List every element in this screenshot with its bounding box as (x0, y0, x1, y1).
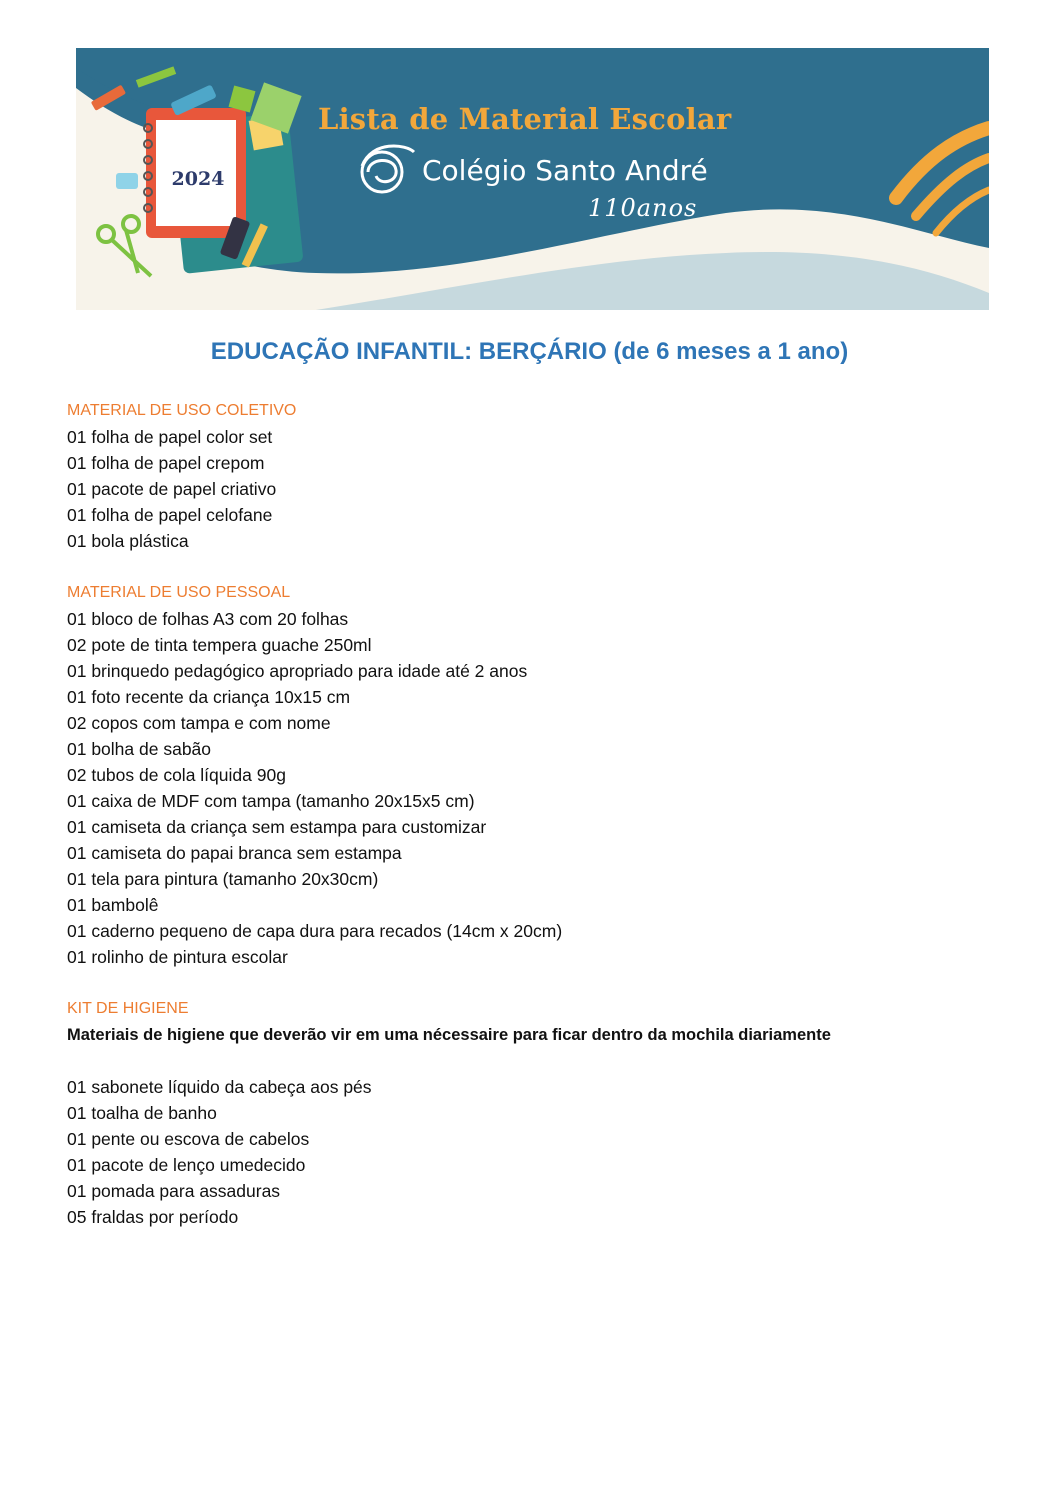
list-item: 01 bola plástica (67, 531, 189, 551)
section-heading: MATERIAL DE USO COLETIVO (67, 402, 297, 419)
page-title: EDUCAÇÃO INFANTIL: BERÇÁRIO (de 6 meses a 1 ano) (210, 338, 849, 365)
year-badge: 2024 (171, 168, 225, 190)
list-item: 02 tubos de cola líquida 90g (67, 765, 286, 785)
list-item: 01 pacote de papel criativo (67, 479, 277, 499)
list-item: 01 camiseta do papai branca sem estampa (67, 843, 402, 863)
section-note: Materiais de higiene que deverão vir em uma nécessaire para ficar dentro da mochila diariamente (67, 1026, 831, 1044)
item-list (67, 424, 1027, 554)
list-item: 01 bambolê (67, 895, 159, 915)
item-list (67, 1074, 1027, 1230)
list-item: 01 bolha de sabão (67, 739, 212, 759)
list-item: 01 camiseta da criança sem estampa para customizar (67, 817, 487, 837)
item-list (67, 606, 1027, 970)
list-item: 01 folha de papel celofane (67, 505, 273, 525)
list-item: 01 foto recente da criança 10x15 cm (67, 687, 351, 707)
list-item: 02 pote de tinta tempera guache 250ml (67, 635, 372, 655)
section-heading: KIT DE HIGIENE (67, 1000, 189, 1017)
list-item: 01 sabonete líquido da cabeça aos pés (67, 1077, 372, 1097)
list-item: 01 caixa de MDF com tampa (tamanho 20x15x5 cm) (67, 791, 475, 811)
banner-title: Lista de Material Escolar (318, 102, 732, 136)
list-item: 01 bloco de folhas A3 com 20 folhas (67, 609, 349, 629)
list-item: 01 pente ou escova de cabelos (67, 1129, 310, 1149)
spacer (67, 1048, 1027, 1074)
anniversary-label: 110anos (588, 194, 698, 222)
list-item: 01 toalha de banho (67, 1103, 217, 1123)
section-heading: MATERIAL DE USO PESSOAL (67, 584, 291, 601)
list-item: 01 brinquedo pedagógico apropriado para idade até 2 anos (67, 661, 528, 681)
list-item: 01 tela para pintura (tamanho 20x30cm) (67, 869, 379, 889)
school-name: Colégio Santo André (422, 154, 708, 187)
list-item: 01 rolinho de pintura escolar (67, 947, 288, 967)
list-item: 01 pomada para assaduras (67, 1181, 281, 1201)
list-item: 01 folha de papel color set (67, 427, 273, 447)
list-item: 01 caderno pequeno de capa dura para recados (14cm x 20cm) (67, 921, 563, 941)
list-item: 01 pacote de lenço umedecido (67, 1155, 306, 1175)
section-kit-higiene (67, 996, 1027, 1230)
header-banner (76, 48, 989, 310)
section-uso-coletivo (67, 398, 1027, 554)
list-item: 02 copos com tampa e com nome (67, 713, 331, 733)
section-uso-pessoal (67, 580, 1027, 970)
list-item: 05 fraldas por período (67, 1207, 239, 1227)
list-item: 01 folha de papel crepom (67, 453, 265, 473)
